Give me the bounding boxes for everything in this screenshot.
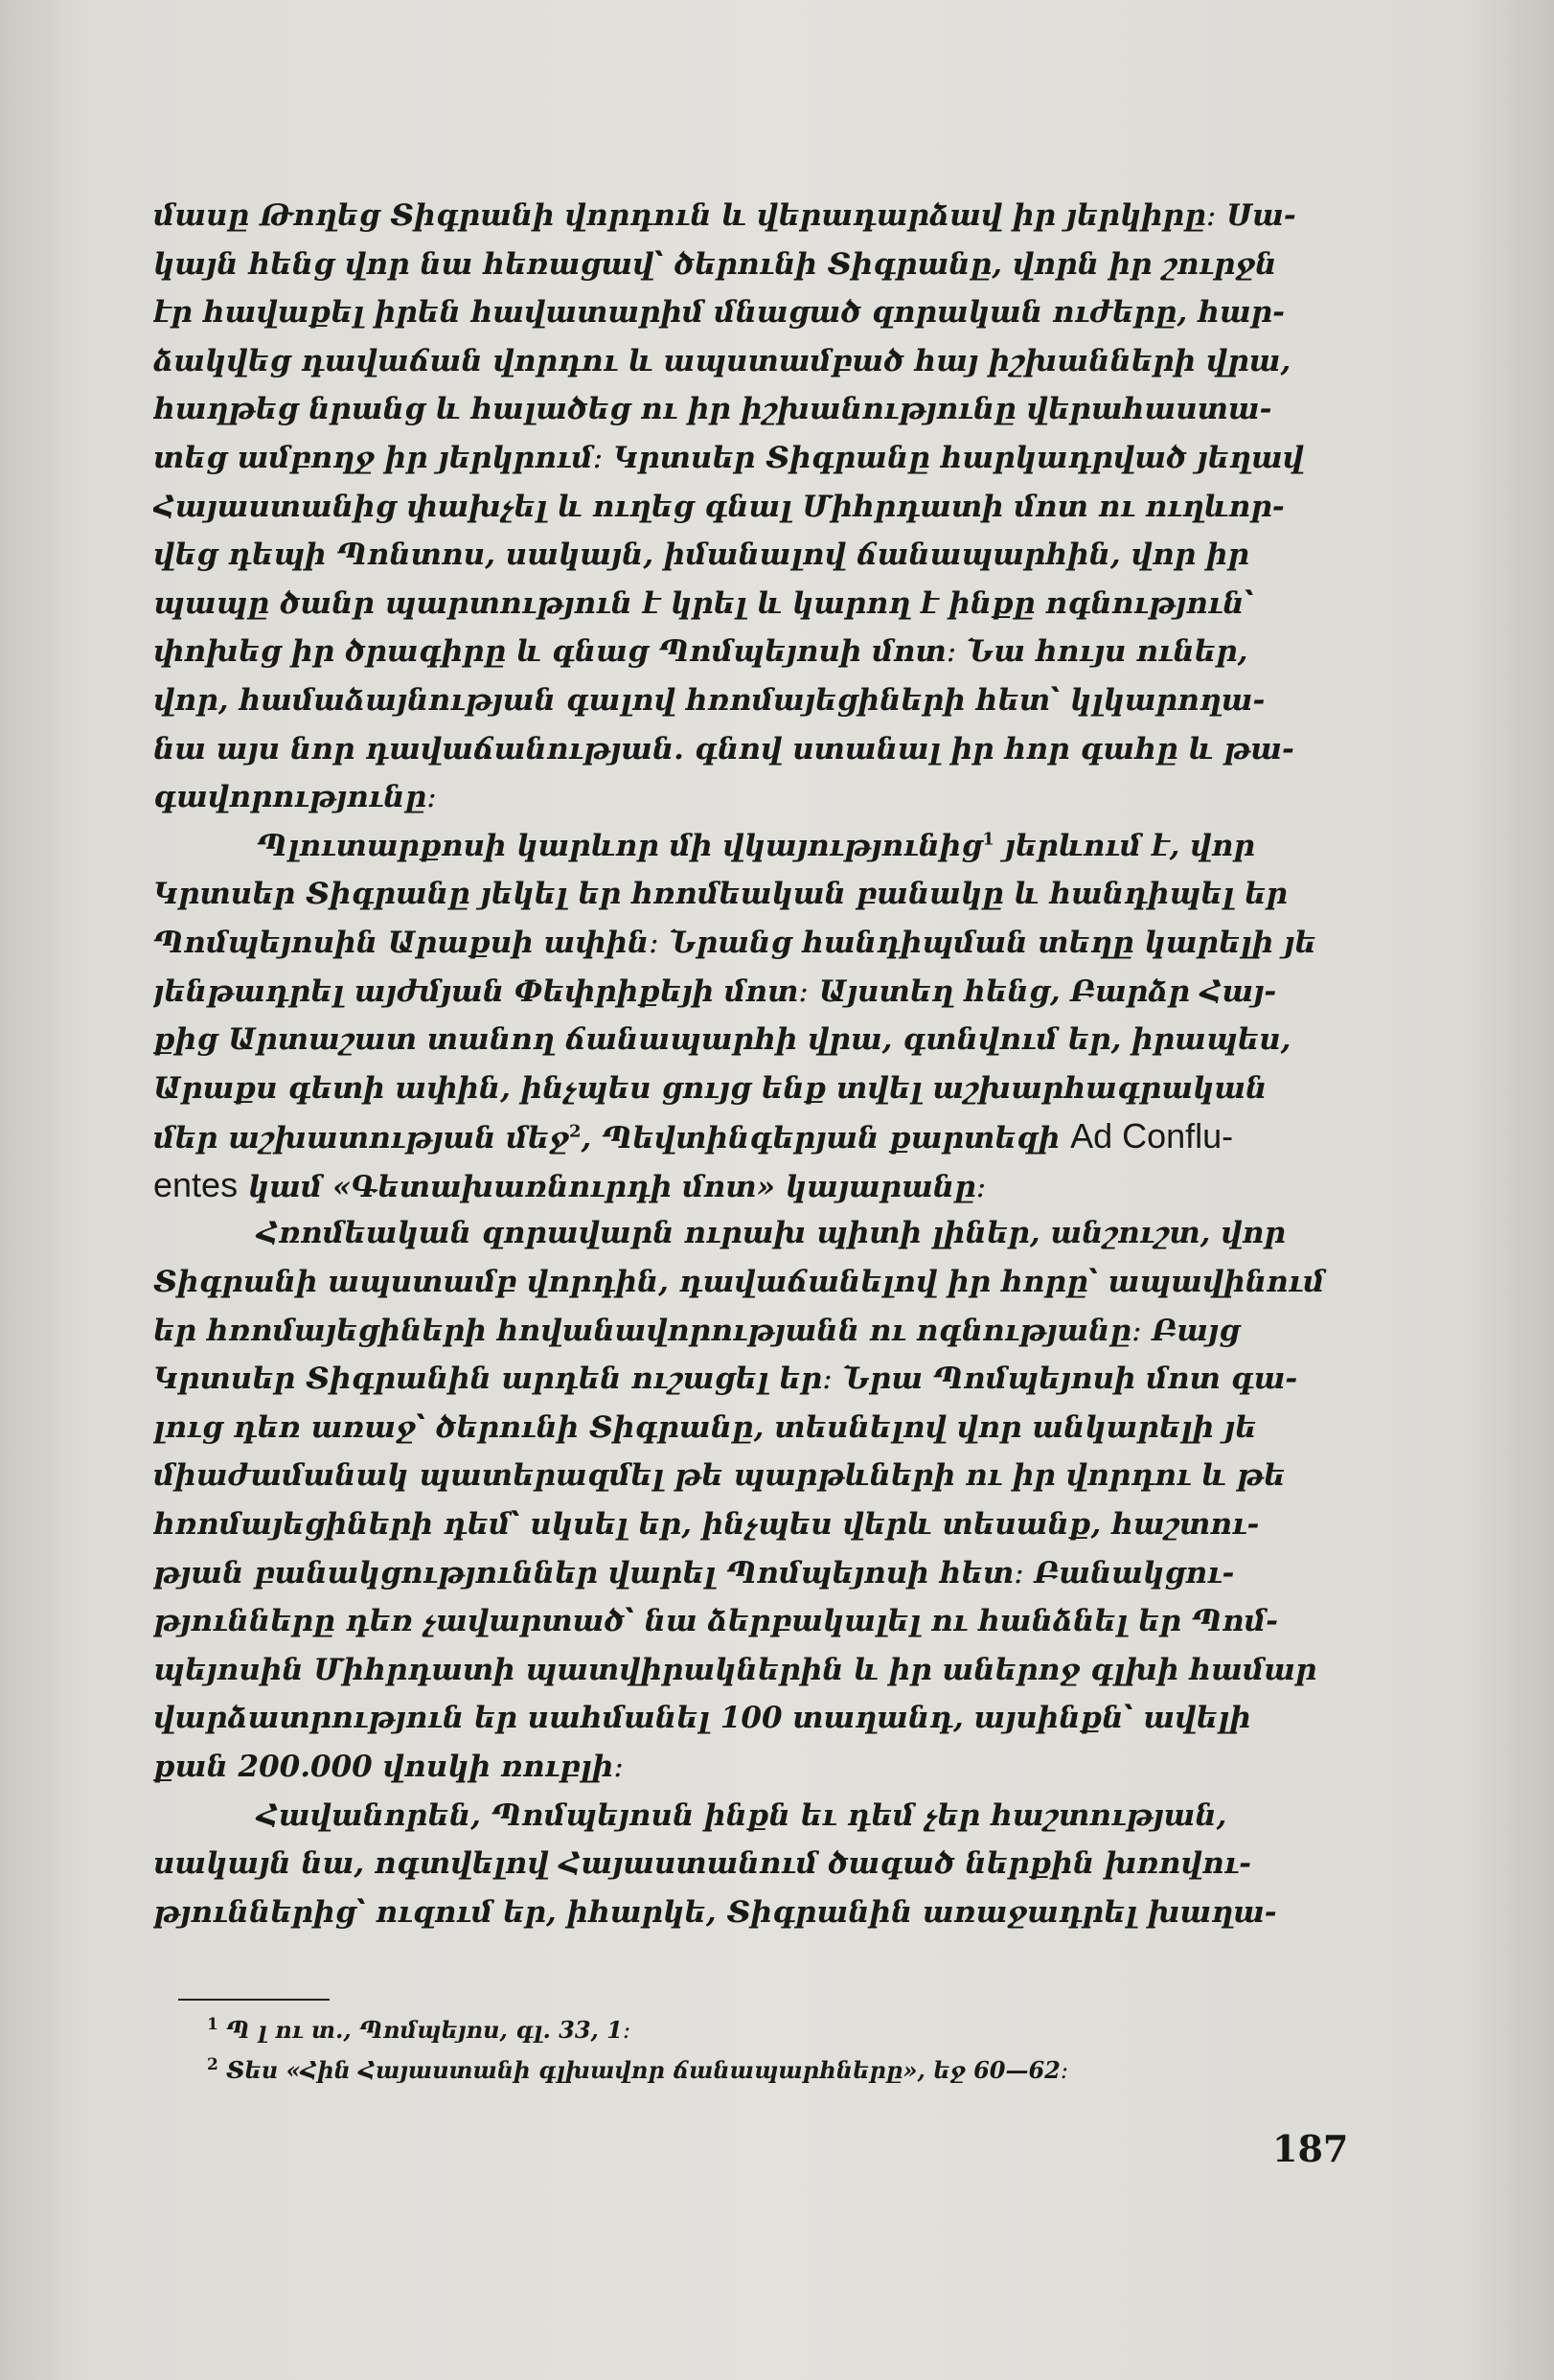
footnote-text: Տես «Հին Հայաստանի գլխավոր ճանապարհները», եջ 60—62։ — [226, 2056, 1069, 2084]
text-line — [153, 1161, 1370, 1210]
text-line: Հավանորեն, Պոմպեյոսն ինքն եւ դեմ չեր հաշտության, — [257, 1797, 1227, 1833]
latin-term: Ad Conflu- — [1070, 1116, 1234, 1156]
text-line: վոր, համաձայնության գալով հռոմայեցիների հետ՝ կլկարողա- — [153, 682, 1266, 718]
text-line: ձակվեց դավաճան վորդու և ապստամբած հայ իշխանների վրա, — [153, 343, 1291, 378]
text-line: յենթադրել այժմյան Փեփրիքեյի մոտ։ Այստեղ հենց, Բարձր Հայ- — [153, 973, 1277, 1009]
text-line — [153, 822, 1370, 871]
text-line: Պոմպեյոսին Արաքսի ափին։ Նրանց հանդիպման տեղը կարելի յե — [153, 925, 1316, 960]
text-line: քան 200.000 վոսկի ռուբլի։ — [153, 1750, 624, 1784]
text-line: տեց ամբողջ իր յերկրում։ Կրտսեր Տիգրանը հարկադրված յեղավ — [153, 440, 1305, 475]
text-line: էր հավաքել իրեն հավատարիմ մնացած զորական ուժերը, հար- — [153, 295, 1285, 331]
text-segment: յերևում է, վոր — [994, 828, 1255, 863]
text-line: միաժամանակ պատերազմել թե պարթևների ու իր վորդու և թե — [153, 1458, 1286, 1494]
text-line: նա այս նոր դավաճանության. գնով ստանալ իր հոր գահը և թա- — [153, 731, 1294, 767]
text-line: հռոմայեցիների դեմ՝ սկսել եր, ինչպես վերև տեսանք, հաշտու- — [153, 1507, 1260, 1543]
text-line: հաղթեց նրանց և հալածեց ու իր իշխանությունը վերահաստա- — [153, 392, 1272, 427]
footnote-ref: 2 — [568, 1121, 582, 1142]
text-segment: , Պեվտինգերյան քարտեզի — [581, 1121, 1061, 1156]
text-line: թյան բանակցություններ վարել Պոմպեյոսի հետ։ Բանակցու- — [153, 1555, 1235, 1590]
text-line: քից Արտաշատ տանող ճանապարհի վրա, գտնվում եր, իրապես, — [153, 1022, 1291, 1058]
footnote-divider — [178, 1999, 330, 2001]
text-segment: մեր աշխատության մեջ — [153, 1121, 569, 1156]
text-line: պապը ծանր պարտություն է կրել և կարող է ինքը ոգնություն՝ — [153, 585, 1254, 621]
text-line: լուց դեռ առաջ՝ ծերունի Տիգրանը, տեսնելով վոր անկարելի յե — [153, 1409, 1257, 1445]
latin-term: entes — [153, 1164, 239, 1204]
footnote-number: 2 — [207, 2055, 218, 2074]
text-line: կայն հենց վոր նա հեռացավ՝ ծերունի Տիգրանը, վորն իր շուրջն — [153, 246, 1277, 282]
text-segment: Պլուտարքոսի կարևոր մի վկայությունից — [257, 828, 983, 863]
text-line: թյուններից՝ ուզում եր, իհարկե, Տիգրանին առաջադրել խաղա- — [153, 1894, 1277, 1930]
text-line: թյունները դեռ չավարտած՝ նա ձերբակալել ու հանձնել եր Պոմ- — [153, 1604, 1279, 1639]
text-line: պեյոսին Միհրդատի պատվիրակներին և իր աներոջ գլխի համար — [153, 1652, 1317, 1687]
text-line: Կրտսեր Տիգրանը յեկել եր հռոմեական բանակը և հանդիպել եր — [153, 877, 1288, 912]
text-line: գավորությունը։ — [153, 780, 437, 815]
footnote — [207, 2010, 1280, 2050]
footnote-text: Պ լ ու տ., Պոմպեյոս, գլ. 33, 1։ — [226, 2016, 631, 2044]
body-text — [153, 192, 1370, 1936]
text-line: եր հռոմայեցիների հովանավորությանն ու ոգնությանը։ Բայց — [153, 1313, 1241, 1348]
footnote — [207, 2050, 1280, 2091]
text-line: վարձատրություն եր սահմանել 100 տաղանդ, այսինքն՝ ավելի — [153, 1701, 1251, 1736]
text-line: Հռոմեական զորավարն ուրախ պիտի լիներ, անշուշտ, վոր — [257, 1216, 1286, 1251]
footnotes — [207, 2010, 1280, 2091]
text-line: Արաքս գետի ափին, ինչպես ցույց ենք տվել աշխարհագրական — [153, 1070, 1268, 1106]
text-line: սակայն նա, ոգտվելով Հայաստանում ծագած ներքին խռովու- — [153, 1846, 1252, 1882]
text-line: Տիգրանի ապստամբ վորդին, դավաճանելով իր հորը՝ ապավինում — [153, 1265, 1325, 1300]
text-line: Հայաստանից փախչել և ուղեց գնալ Միհրդատի մոտ ու ուղևոր- — [153, 489, 1285, 524]
text-line: Կրտսեր Տիգրանին արդեն ուշացել եր։ Նրա Պոմպեյոսի մոտ գա- — [153, 1362, 1298, 1397]
page-number: 187 — [1272, 2127, 1349, 2170]
text-line: մասը Թողեց Տիգրանի վորդուն և վերադարձավ իր յերկիրը։ Սա- — [153, 198, 1296, 233]
footnote-ref: 1 — [982, 829, 994, 850]
text-line: փոխեց իր ծրագիրը և գնաց Պոմպեյոսի մոտ։ Նա հույս ուներ, — [153, 634, 1248, 670]
text-line: վեց դեպի Պոնտոս, սակայն, իմանալով ճանապարհին, վոր իր — [153, 538, 1249, 573]
text-line — [153, 1112, 1370, 1161]
text-segment: կամ «Գետախառնուրդի մոտ» կայարանը։ — [238, 1169, 987, 1204]
footnote-number: 1 — [207, 2015, 218, 2034]
